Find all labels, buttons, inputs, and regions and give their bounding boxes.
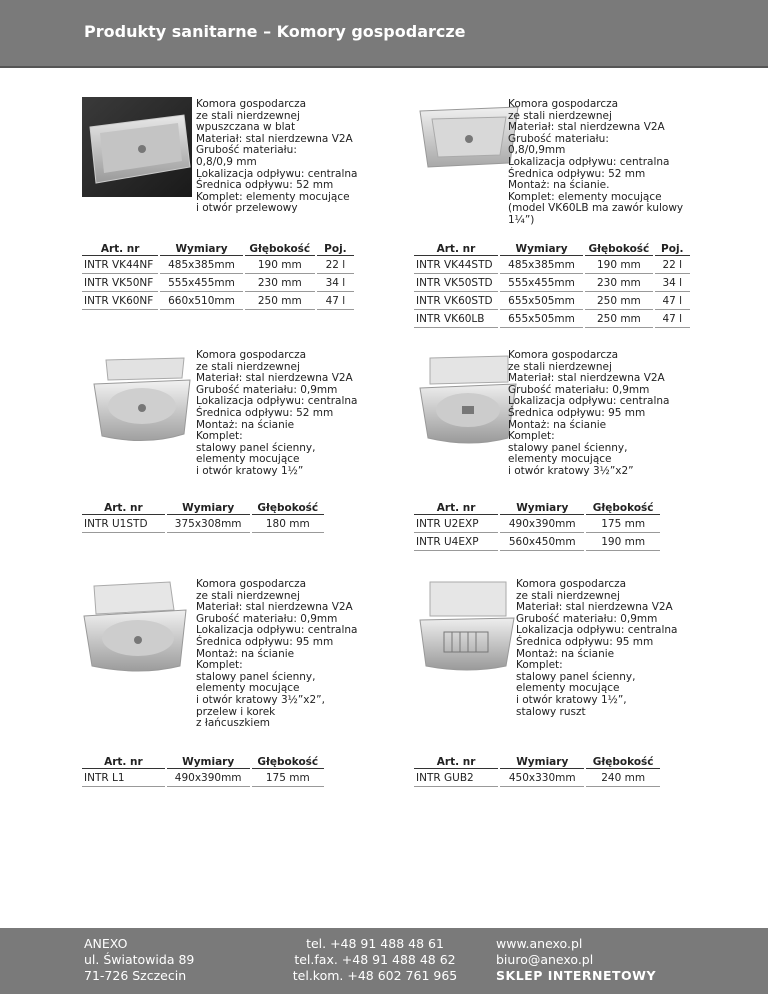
sink-gub2-icon — [410, 576, 520, 676]
spec-table — [412, 496, 662, 551]
footer-web — [496, 936, 656, 984]
product-description: Komora gospodarcza ze stali nierdzewnej wpuszczana w blat Materiał: stal nierdzewna V2A Grubość materiału: 0,8/0,9 mm Lokalizacja odpływu: centralna Średnica odpływu: 52 mm Komplet: elementy mocujące i otwór przelewowy — [196, 98, 358, 215]
table-header-row: Art. nr Wymiary Głębokość — [414, 750, 660, 769]
table-row: INTR VK60LB 655x505mm 250 mm 47 l — [414, 310, 690, 328]
product-description: Komora gospodarcza ze stali nierdzewnej Materiał: stal nierdzewna V2A Grubość materiału: 0,9mm Lokalizacja odpływu: centralna Średnica odpływu: 52 mm Montaż: na ścianie Komplet: stalowy panel ścienny, elementy mocujące i otwór kratowy 1½” — [196, 349, 358, 477]
sink-u1-icon — [86, 350, 196, 450]
table-row: INTR U2EXP 490x390mm 175 mm — [414, 515, 660, 533]
table-row: INTR VK44NF 485x385mm 190 mm 22 l — [82, 256, 354, 274]
product-description: Komora gospodarcza ze stali nierdzewnej Materiał: stal nierdzewna V2A Grubość materiału: 0,8/0,9mm Lokalizacja odpływu: centralna Średnica odpływu: 52 mm Montaż: na ścianie. Komplet: elementy mocujące (model VK60LB ma zawór kulowy 1¼”) — [508, 98, 684, 226]
table-row: INTR VK50NF 555x455mm 230 mm 34 l — [82, 274, 354, 292]
table-header-row: Art. nr Wymiary Głębokość — [82, 496, 324, 515]
email-link[interactable]: biuro@anexo.pl — [496, 952, 594, 967]
header-divider — [0, 66, 768, 68]
spec-table — [80, 750, 326, 787]
footer-phones: tel. +48 91 488 48 61 tel.fax. +48 91 488 48 62 tel.kom. +48 602 761 965 — [292, 936, 458, 983]
footer-company: ANEXO ul. Światowida 89 71-726 Szczecin — [84, 936, 195, 983]
table-row: INTR VK50STD 555x455mm 230 mm 34 l — [414, 274, 690, 292]
spec-table — [80, 496, 326, 533]
shop-link[interactable]: SKLEP INTERNETOWY — [496, 968, 657, 983]
sink-built-in-icon — [82, 97, 192, 197]
page-title: Produkty sanitarne – Komory gospodarcze — [84, 22, 466, 41]
table-header-row: Art. nr Wymiary Głębokość — [414, 496, 660, 515]
table-row: INTR VK44STD 485x385mm 190 mm 22 l — [414, 256, 690, 274]
website-link[interactable]: www.anexo.pl — [496, 936, 583, 951]
table-row: INTR VK60STD 655x505mm 250 mm 47 l — [414, 292, 690, 310]
spec-table — [80, 237, 356, 310]
table-row: INTR VK60NF 660x510mm 250 mm 47 l — [82, 292, 354, 310]
product-description: Komora gospodarcza ze stali nierdzewnej Materiał: stal nierdzewna V2A Grubość materiału: 0,9mm Lokalizacja odpływu: centralna Średnica odpływu: 95 mm Montaż: na ścianie Komplet: stalowy panel ścienny, elementy mocujące i otwór kratowy 3½”x2” — [508, 349, 670, 477]
product-description: Komora gospodarcza ze stali nierdzewnej Materiał: stal nierdzewna V2A Grubość materiału: 0,9mm Lokalizacja odpływu: centralna Średnica odpływu: 95 mm Montaż: na ścianie Komplet: stalowy panel ścienny, elementy mocujące i otwór kratowy 3½”x2”, przelew i korek z łańcuszkiem — [196, 578, 358, 730]
table-row: INTR GUB2 450x330mm 240 mm — [414, 769, 660, 787]
spec-table — [412, 237, 692, 328]
table-header-row: Art. nr Wymiary Głębokość Poj. — [82, 237, 354, 256]
table-row: INTR L1 490x390mm 175 mm — [82, 769, 324, 787]
page-header — [0, 0, 768, 68]
table-row: INTR U1STD 375x308mm 180 mm — [82, 515, 324, 533]
spec-table — [412, 750, 662, 787]
page-footer — [0, 928, 768, 994]
table-header-row: Art. nr Wymiary Głębokość — [82, 750, 324, 769]
sink-l1-icon — [80, 576, 190, 676]
table-row: INTR U4EXP 560x450mm 190 mm — [414, 533, 660, 551]
sink-exp-icon — [412, 350, 522, 450]
product-description: Komora gospodarcza ze stali nierdzewnej Materiał: stal nierdzewna V2A Grubość materiału: 0,9mm Lokalizacja odpływu: centralna Średnica odpływu: 95 mm Montaż: na ścianie Komplet: stalowy panel ścienny, elementy mocujące i otwór kratowy 1½”, stalowy ruszt — [516, 578, 678, 718]
table-header-row: Art. nr Wymiary Głębokość Poj. — [414, 237, 690, 256]
